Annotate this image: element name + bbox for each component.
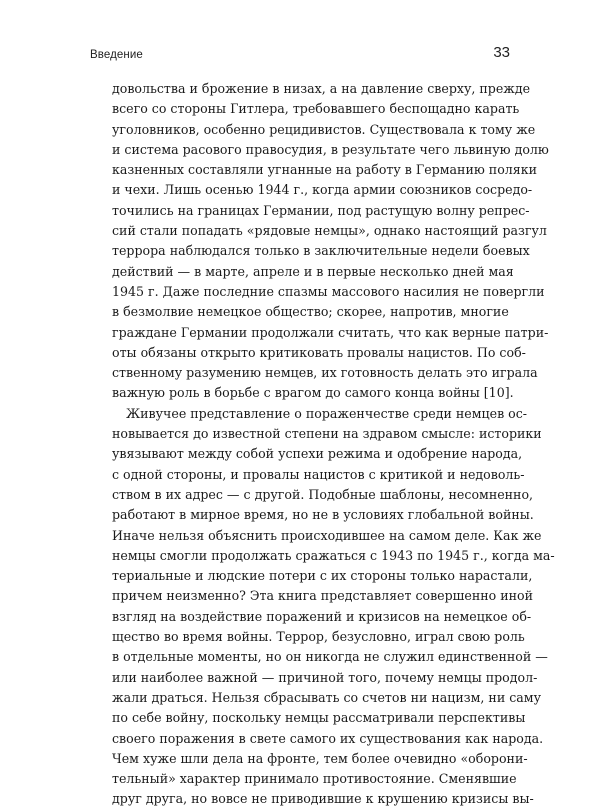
text-line: немцы смогли продолжать сражаться с 1943 по 1945 г., когда ма- <box>112 547 555 563</box>
text-line: новывается до известной степени на здравом смысле: историки <box>112 426 542 442</box>
text-line: точились на границах Германии, под растущую волну репрес- <box>112 202 530 218</box>
running-header <box>90 44 510 64</box>
text-line: Чем хуже шли дела на фронте, тем более очевидно «оборони- <box>112 750 528 766</box>
text-line: своего поражения в свете самого их существования как народа. <box>112 730 544 746</box>
text-line: в безмолвие немецкое общество; скорее, напротив, многие <box>112 304 509 320</box>
text-line: причем неизменно? Эта книга представляет совершенно иной <box>112 588 533 604</box>
text-line: взгляд на воздействие поражений и кризисов на немецкое об- <box>112 608 532 624</box>
text-line: террора наблюдался только в заключительные недели боевых <box>112 243 530 259</box>
section-title: Введение <box>90 49 143 61</box>
paragraph <box>112 79 549 404</box>
text-line: в отдельные моменты, но он никогда не служил единственной — <box>112 649 548 665</box>
text-line: уголовников, особенно рецидивистов. Существовала к тому же <box>112 121 536 137</box>
text-line: друг друга, но вовсе не приводившие к крушению кризисы вы- <box>112 791 534 807</box>
text-line: жали драться. Нельзя сбрасывать со счетов ни нацизм, ни саму <box>112 689 541 705</box>
text-line: оты обязаны открыто критиковать провалы нацистов. По соб- <box>112 344 526 360</box>
paragraph <box>112 404 555 810</box>
page-number: 33 <box>493 44 510 61</box>
text-line: по себе войну, поскольку немцы рассматривали перспективы <box>112 710 526 726</box>
text-line: Иначе нельзя объяснить происходившее на самом деле. Как же <box>112 527 542 543</box>
body-text <box>112 79 555 810</box>
text-line: сий стали попадать «рядовые немцы», однако настоящий разгул <box>112 223 547 239</box>
text-line: важную роль в борьбе с врагом до самого конца войны [10]. <box>112 385 514 401</box>
text-line: тельный» характер принимало противостояние. Сменявшие <box>112 771 517 787</box>
text-line: действий — в марте, апреле и в первые несколько дней мая <box>112 263 514 279</box>
text-line: териальные и людские потери с их стороны только нарастали, <box>112 568 533 584</box>
text-line: граждане Германии продолжали считать, что как верные патри- <box>112 324 549 340</box>
text-line: Живучее представление о пораженчестве среди немцев ос- <box>126 405 528 421</box>
text-line: щество во время войны. Террор, безусловно, играл свою роль <box>112 629 525 645</box>
text-line: увязывают между собой успехи режима и одобрение народа, <box>112 446 523 462</box>
text-line: довольства и брожение в низах, а на давление сверху, прежде <box>112 81 531 96</box>
text-line: казненных составляли угнанные на работу в Германию поляки <box>112 162 537 178</box>
text-line: ственному разумению немцев, их готовность делать это играла <box>112 365 538 381</box>
text-line: 1945 г. Даже последние спазмы массового насилия не повергли <box>112 283 545 299</box>
text-line: с одной стороны, и провалы нацистов с критикой и недоволь- <box>112 466 525 482</box>
text-line: и чехи. Лишь осенью 1944 г., когда армии союзников сосредо- <box>112 182 533 198</box>
text-line: или наиболее важной — причиной того, почему немцы продол- <box>112 669 538 685</box>
text-line: ством в их адрес — с другой. Подобные шаблоны, несомненно, <box>112 486 534 502</box>
text-line: всего со стороны Гитлера, требовавшего беспощадно карать <box>112 101 520 117</box>
text-line: и система расового правосудия, в результате чего львиную долю <box>112 141 549 157</box>
text-line: работают в мирное время, но не в условиях глобальной войны. <box>112 507 534 523</box>
